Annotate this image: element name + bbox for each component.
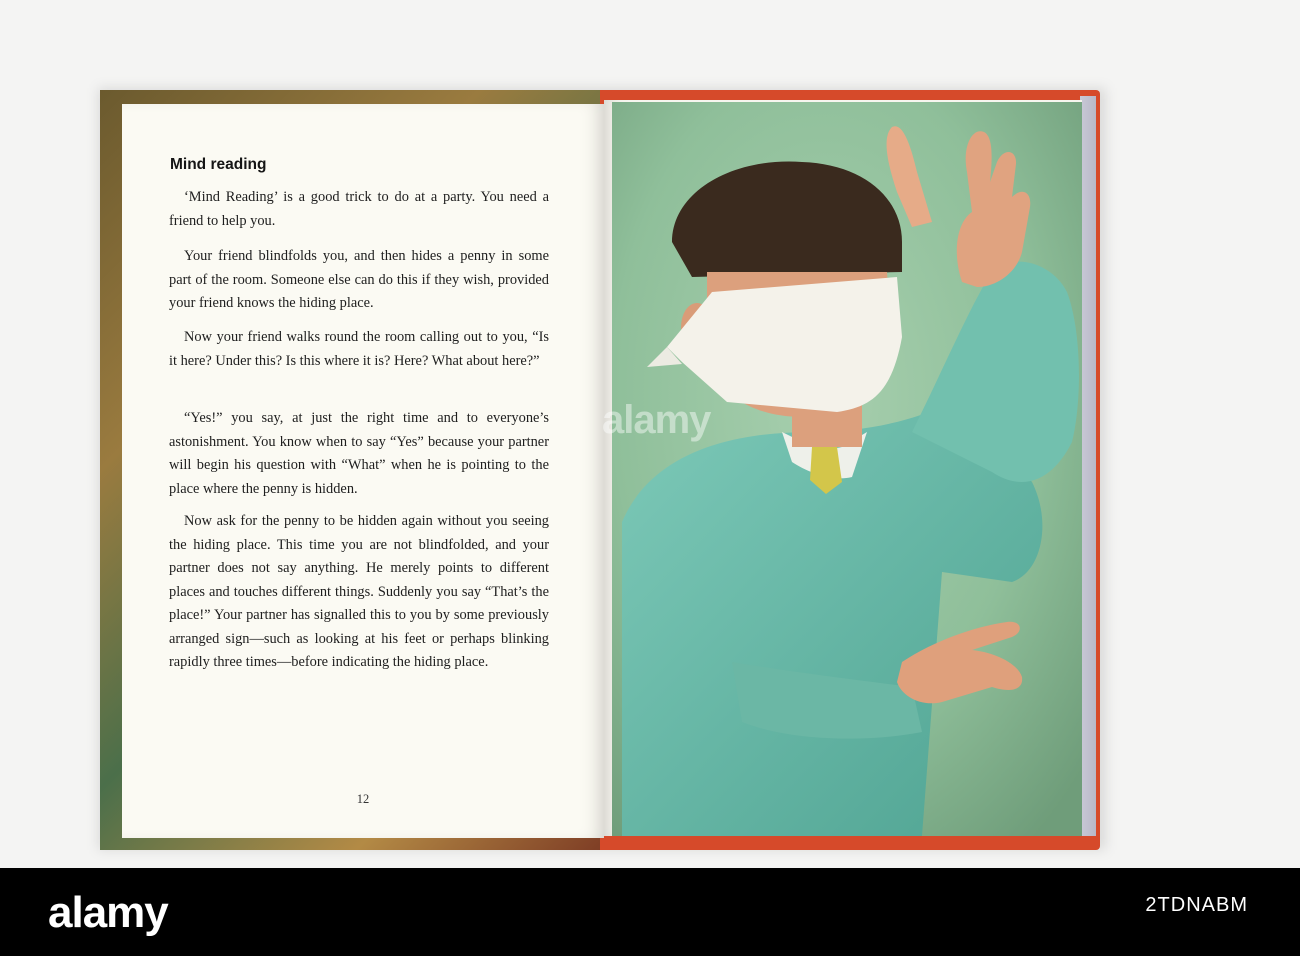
page-heading: Mind reading bbox=[170, 156, 267, 173]
stock-watermark: alamy bbox=[602, 398, 711, 442]
footer-logo: alamy bbox=[48, 888, 168, 937]
paragraph: Now your friend walks round the room calling out to you, “Is it here? Under this? Is this where it is? Here? What about here?” bbox=[169, 329, 549, 369]
image-id: 2TDNABM bbox=[1145, 894, 1248, 916]
page-number: 12 bbox=[356, 792, 370, 806]
footer-bar bbox=[0, 868, 1300, 956]
paragraph: Now ask for the penny to be hidden again without you seeing the hiding place. This time you are not blindfolded, and your partner does not say anything. He merely points to different places and touches different things. Suddenly you say “That’s the place!” Your partner has signalled this to you by some previously arranged sign—such as looking at his feet or perhaps blinking rapidly three times—before indicating the hiding place. bbox=[169, 513, 549, 670]
paragraph: ‘Mind Reading’ is a good trick to do at a party. You need a friend to help you. bbox=[169, 189, 549, 229]
right-page bbox=[604, 100, 1082, 836]
paragraph: Your friend blindfolds you, and then hides a penny in some part of the room. Someone else can do this if they wish, provided your friend knows the hiding place. bbox=[169, 248, 549, 311]
left-page bbox=[122, 104, 604, 838]
cover-edge-strip bbox=[1080, 96, 1096, 836]
illustration-blindfolded-boy bbox=[612, 102, 1082, 836]
paragraph: “Yes!” you say, at just the right time and to everyone’s astonishment. You know when to say “Yes” because your partner will begin his question with “What” when he is pointing to the place where the penny is hidden. bbox=[169, 410, 549, 497]
